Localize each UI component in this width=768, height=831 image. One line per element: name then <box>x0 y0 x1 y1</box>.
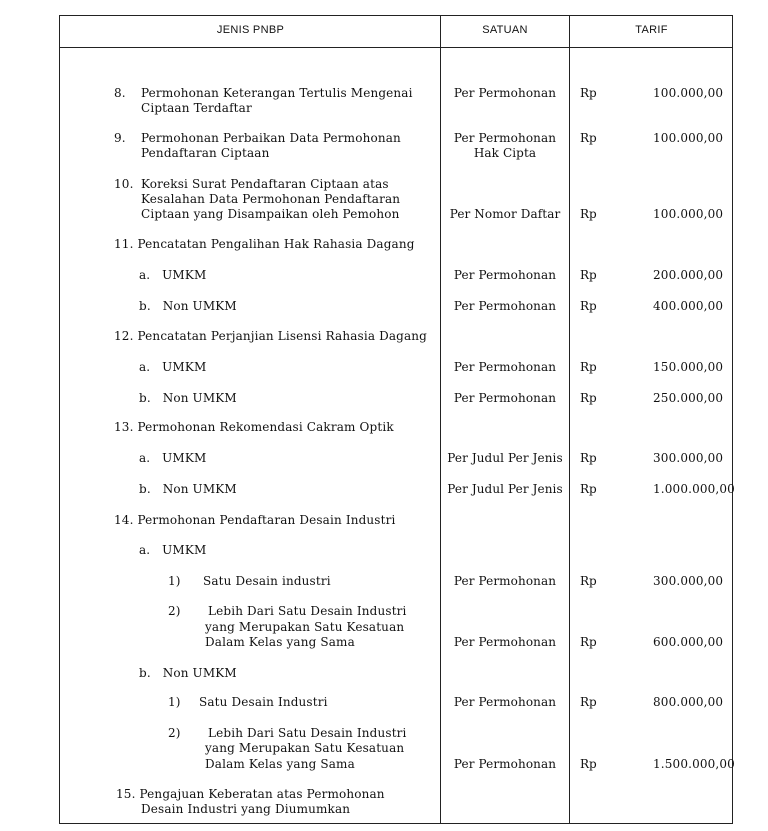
satuan-cell: Per Permohonan <box>453 86 557 100</box>
tarif-value: 800.000,00 <box>653 695 724 709</box>
currency-label: Rp <box>580 131 597 145</box>
satuan-cell: Per Permohonan <box>453 391 557 405</box>
currency-label: Rp <box>580 635 597 649</box>
row-number: 10. <box>114 177 134 191</box>
satuan-cell: Per Permohonan <box>453 299 557 313</box>
row-text: yang Merupakan Satu Kesatuan <box>205 741 405 755</box>
tarif-value: 600.000,00 <box>653 635 724 649</box>
header-tarif: TARIF <box>635 24 668 36</box>
row-text: Kesalahan Data Permohonan Pendaftaran <box>141 192 401 206</box>
header-jenis: JENIS PNBP <box>216 24 285 36</box>
satuan-cell: Per Permohonan <box>453 574 557 588</box>
row-number: 8. <box>114 86 126 100</box>
tarif-value: 100.000,00 <box>653 131 724 145</box>
row-text: yang Merupakan Satu Kesatuan <box>205 620 405 634</box>
tarif-value: 200.000,00 <box>653 268 724 282</box>
tarif-value: 150.000,00 <box>653 360 724 374</box>
row-text: Dalam Kelas yang Sama <box>205 757 355 771</box>
currency-label: Rp <box>580 574 597 588</box>
row-text: Koreksi Surat Pendaftaran Ciptaan atas <box>141 177 389 191</box>
currency-label: Rp <box>580 207 597 221</box>
satuan-cell: Per Permohonan <box>453 757 557 771</box>
satuan-cell: Hak Cipta <box>473 146 537 160</box>
satuan-cell: Per Judul Per Jenis <box>447 482 563 496</box>
sub-item: b. Non UMKM <box>139 666 237 680</box>
sub-sub-number: 2) <box>168 604 181 618</box>
row-text: Desain Industri yang Diumumkan <box>141 802 351 816</box>
satuan-cell: Per Nomor Daftar <box>449 207 561 221</box>
tarif-value: 300.000,00 <box>653 451 724 465</box>
sub-item: a. UMKM <box>139 543 207 557</box>
row-number: 9. <box>114 131 126 145</box>
currency-label: Rp <box>580 299 597 313</box>
satuan-cell: Per Permohonan <box>453 360 557 374</box>
row-text: Lebih Dari Satu Desain Industri <box>208 726 407 740</box>
satuan-cell: Per Permohonan <box>453 695 557 709</box>
currency-label: Rp <box>580 757 597 771</box>
currency-label: Rp <box>580 268 597 282</box>
section-heading: 15. Pengajuan Keberatan atas Permohonan <box>116 787 385 801</box>
sub-item: b. Non UMKM <box>139 482 237 496</box>
sub-sub-number: 1) <box>168 574 181 588</box>
row-text: Ciptaan yang Disampaikan oleh Pemohon <box>141 207 400 221</box>
satuan-cell: Per Permohonan <box>453 131 557 145</box>
satuan-cell: Per Judul Per Jenis <box>447 451 563 465</box>
satuan-cell: Per Permohonan <box>453 635 557 649</box>
currency-label: Rp <box>580 482 597 496</box>
section-heading: 13. Permohonan Rekomendasi Cakram Optik <box>114 420 394 434</box>
sub-item: b. Non UMKM <box>139 299 237 313</box>
tarif-value: 1.000.000,00 <box>653 482 735 496</box>
currency-label: Rp <box>580 695 597 709</box>
section-heading: 11. Pencatatan Pengalihan Hak Rahasia Dagang <box>114 237 415 251</box>
column-divider-2 <box>569 16 570 823</box>
satuan-cell: Per Permohonan <box>453 268 557 282</box>
tarif-value: 300.000,00 <box>653 574 724 588</box>
sub-item: a. UMKM <box>139 451 207 465</box>
header-satuan: SATUAN <box>482 24 528 36</box>
row-text: Lebih Dari Satu Desain Industri <box>208 604 407 618</box>
tarif-value: 1.500.000,00 <box>653 757 735 771</box>
table-header <box>60 16 732 48</box>
row-text: Satu Desain Industri <box>199 695 328 709</box>
row-text: Dalam Kelas yang Sama <box>205 635 355 649</box>
row-text: Permohonan Keterangan Tertulis Mengenai <box>141 86 413 100</box>
sub-sub-number: 2) <box>168 726 181 740</box>
section-heading: 12. Pencatatan Perjanjian Lisensi Rahasia Dagang <box>114 329 428 343</box>
row-text: Satu Desain industri <box>203 574 331 588</box>
sub-item: a. UMKM <box>139 360 207 374</box>
sub-item: a. UMKM <box>139 268 207 282</box>
sub-sub-number: 1) <box>168 695 181 709</box>
tarif-value: 100.000,00 <box>653 207 724 221</box>
row-text: Ciptaan Terdaftar <box>141 101 252 115</box>
tarif-value: 250.000,00 <box>653 391 724 405</box>
section-heading: 14. Permohonan Pendaftaran Desain Industri <box>114 513 396 527</box>
sub-item: b. Non UMKM <box>139 391 237 405</box>
row-text: Permohonan Perbaikan Data Permohonan <box>141 131 401 145</box>
tarif-value: 100.000,00 <box>653 86 724 100</box>
currency-label: Rp <box>580 360 597 374</box>
row-text: Pendaftaran Ciptaan <box>141 146 270 160</box>
tarif-value: 400.000,00 <box>653 299 724 313</box>
currency-label: Rp <box>580 391 597 405</box>
currency-label: Rp <box>580 451 597 465</box>
currency-label: Rp <box>580 86 597 100</box>
